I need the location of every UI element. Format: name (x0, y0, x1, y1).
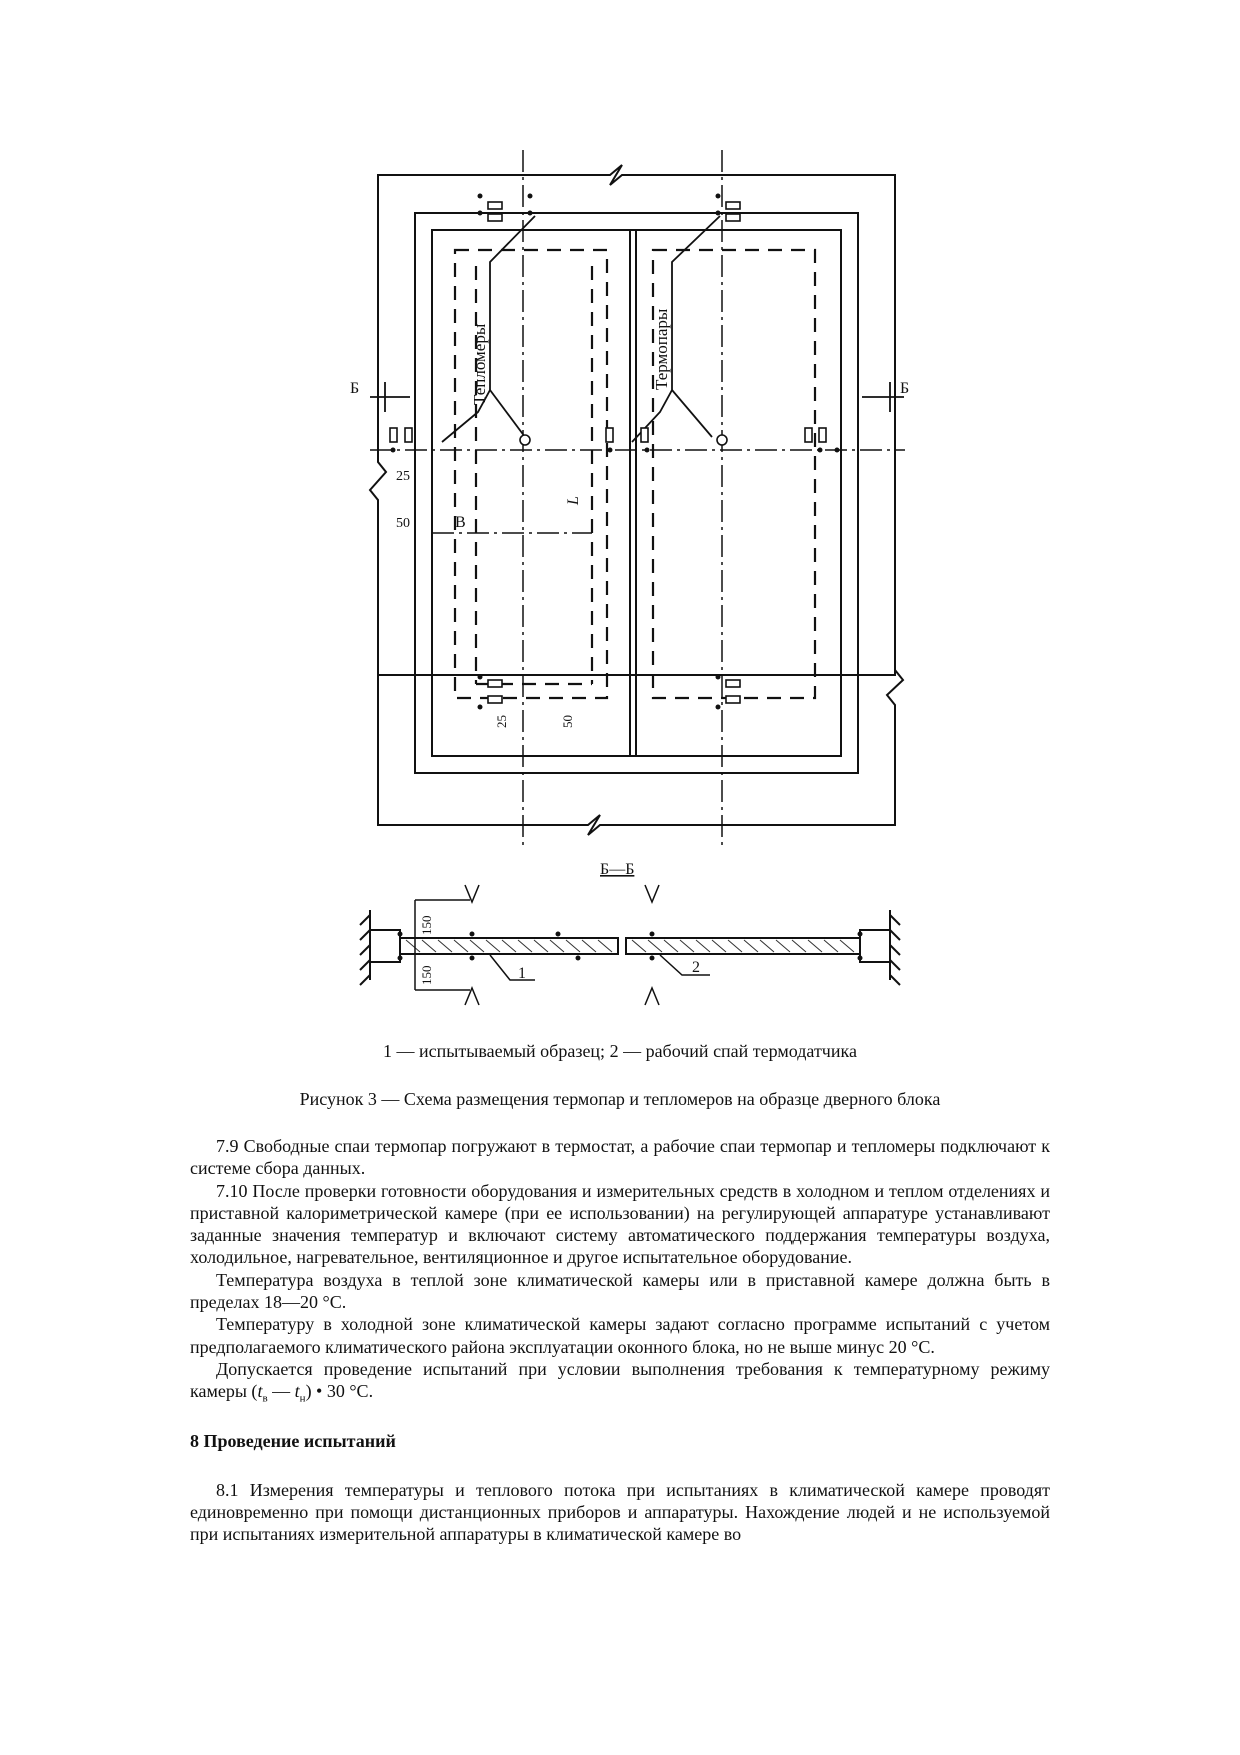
label-teplomery: Тепломеры (470, 323, 489, 405)
dim-50-left: 50 (396, 516, 410, 531)
callout-1: 1 (518, 965, 526, 982)
door-block-drawing (350, 150, 920, 1030)
paragraph-7-10: 7.10 После проверки готовности оборудования и измерительных средств в холодном и теплом отделениях и приставной калориметрической камере (при ее использовании) на регулирующей аппаратуре устанавливают заданные значения температур и включают систему автоматического поддержания температуры воздуха, холодильное, нагревательное, вентиляционное и другое испытательное оборудование. (190, 1180, 1050, 1268)
sensor-pad (488, 202, 502, 209)
zone-left-top (455, 250, 607, 698)
label-termopary: Термопары (652, 308, 671, 390)
paragraph-temperature-condition: Допускается проведение испытаний при условии выполнения требования к температурному режиму камеры ($t_в$ — $t_н$) • 30 °С. (190, 1358, 1050, 1405)
section-heading: 8 Проведение испытаний (190, 1430, 396, 1451)
dim-25-left: 25 (396, 469, 410, 484)
paragraph-warm-zone: Температура воздуха в теплой зоне климатической камеры или в приставной камере должна быть в пределах 18—20 °С. (190, 1269, 1050, 1313)
section-mark-left: Б (350, 380, 360, 397)
zone-right (653, 250, 815, 698)
dim-150-bottom: 150 (419, 965, 434, 985)
body-text (190, 1135, 1050, 1546)
paragraph-7-9: 7.9 Свободные спаи термопар погружают в термостат, а рабочие спаи термопар и тепломеры подключают к системе сбора данных. (190, 1136, 1050, 1179)
figure-3-door-block-scheme (350, 150, 920, 1030)
heat-flux-meter (520, 435, 530, 445)
section-mark-right: Б (900, 380, 910, 397)
dim-B: B (455, 514, 466, 531)
section-title: Б—Б (600, 861, 635, 878)
callout-2: 2 (692, 959, 700, 976)
figure-caption: Рисунок 3 — Схема размещения термопар и тепломеров на образце дверного блока (299, 1089, 941, 1109)
figure-legend: 1 — испытываемый образец; 2 — рабочий спай термодатчика (383, 1041, 857, 1061)
dim-25-bottom: 25 (494, 715, 509, 728)
wall-outline (370, 165, 895, 675)
paragraph-cold-zone: Температуру в холодной зоне климатической камеры задают согласно программе испытаний с учетом предполагаемого климатического района эксплуатации оконного блока, но не выше минус 20 °С. (190, 1314, 1050, 1357)
dim-50-bottom: 50 (560, 715, 575, 728)
wall-outline-bottom (378, 670, 903, 835)
dim-150-top: 150 (419, 915, 434, 935)
paragraph-8-1: 8.1 Измерения температуры и теплового потока при испытаниях в климатической камере проводят единовременно при помощи дистанционных приборов и аппаратуры. Нахождение людей и не используемой при испытаниях измерительной аппаратуры в климатической камере во (190, 1479, 1050, 1545)
dim-L: L (565, 496, 582, 505)
